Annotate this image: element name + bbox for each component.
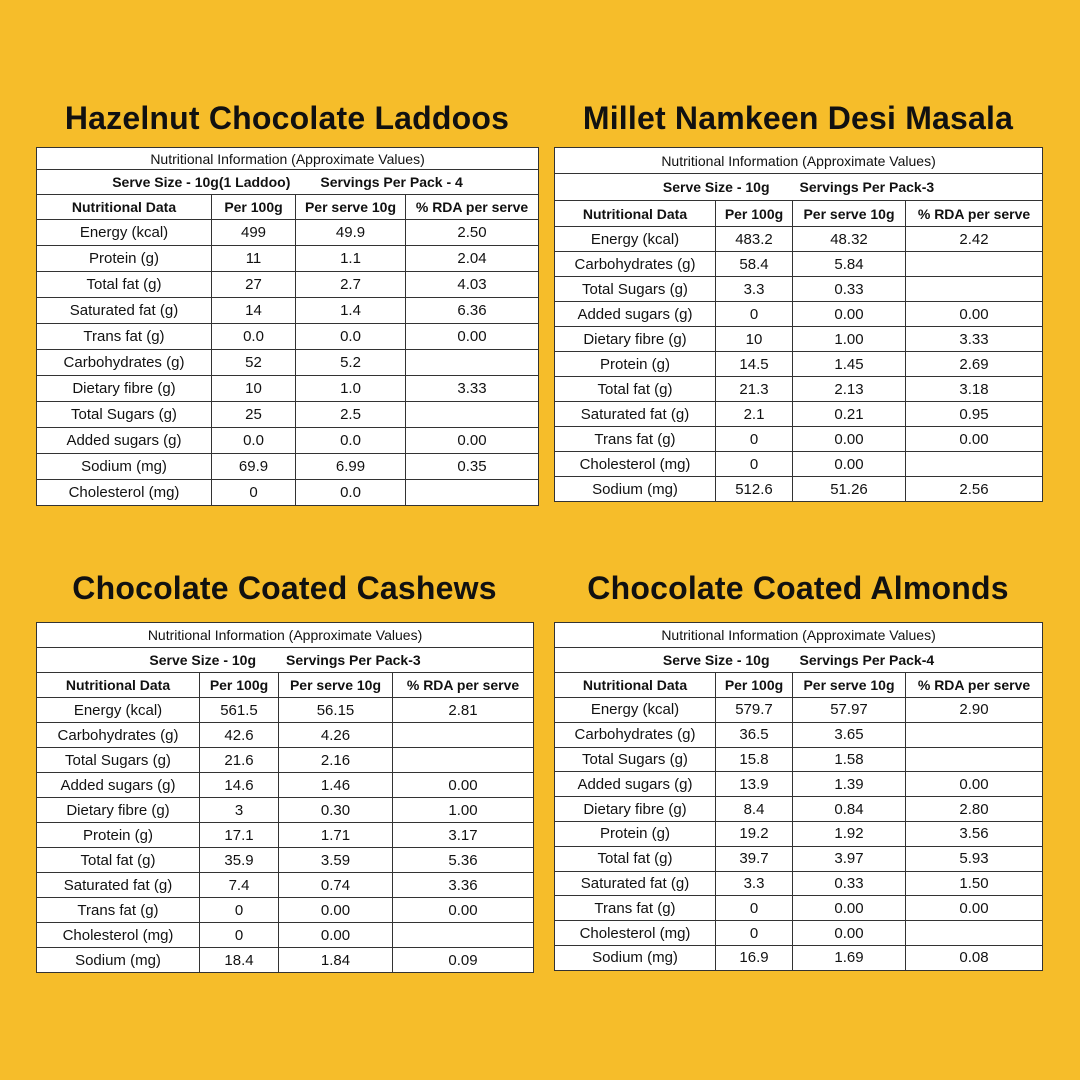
- rda-value: 0.00: [393, 773, 534, 798]
- nutrient-name: Sodium (mg): [555, 945, 716, 970]
- rda-value: 3.18: [906, 377, 1043, 402]
- table-row: [37, 272, 539, 298]
- column-header: Per serve 10g: [279, 673, 393, 698]
- panel-title: Millet Namkeen Desi Masala: [582, 100, 1014, 136]
- table-row: [555, 921, 1043, 946]
- rda-value: 2.50: [406, 220, 539, 246]
- table-row: [555, 302, 1043, 327]
- column-header: Per 100g: [212, 195, 296, 220]
- rda-value: 0.08: [906, 945, 1043, 970]
- serve-info: [555, 174, 1043, 201]
- column-header: % RDA per serve: [393, 673, 534, 698]
- nutrition-table: [36, 622, 534, 973]
- per-serve-value: 0.0: [296, 324, 406, 350]
- table-row: [555, 871, 1043, 896]
- nutrient-name: Carbohydrates (g): [555, 722, 716, 747]
- panel-chocolate-coated-almonds: [554, 566, 1042, 976]
- nutrient-name: Sodium (mg): [555, 477, 716, 502]
- nutrient-name: Energy (kcal): [37, 220, 212, 246]
- table-row: [555, 402, 1043, 427]
- per-serve-value: 2.5: [296, 402, 406, 428]
- per-100g-value: 21.6: [200, 748, 279, 773]
- table-row: [37, 376, 539, 402]
- nutrient-name: Total Sugars (g): [37, 402, 212, 428]
- nutrient-name: Sodium (mg): [37, 454, 212, 480]
- table-row: [37, 480, 539, 506]
- nutrient-name: Sodium (mg): [37, 948, 200, 973]
- per-100g-value: 499: [212, 220, 296, 246]
- table-row: [555, 377, 1043, 402]
- per-serve-value: 1.0: [296, 376, 406, 402]
- serve-size: Serve Size - 10g: [149, 652, 257, 668]
- table-row: [37, 873, 534, 898]
- servings-per-pack: Servings Per Pack-3: [799, 179, 935, 195]
- per-100g-value: 14.5: [716, 352, 793, 377]
- per-100g-value: 2.1: [716, 402, 793, 427]
- nutrient-name: Dietary fibre (g): [555, 797, 716, 822]
- per-serve-value: 0.0: [296, 480, 406, 506]
- nutrition-table: [554, 147, 1043, 502]
- column-header: Nutritional Data: [555, 673, 716, 698]
- serve-size: Serve Size - 10g(1 Laddoo): [112, 174, 291, 190]
- nutrient-name: Protein (g): [555, 821, 716, 846]
- per-100g-value: 8.4: [716, 797, 793, 822]
- per-serve-value: 1.58: [793, 747, 906, 772]
- per-100g-value: 0.0: [212, 324, 296, 350]
- per-serve-value: 0.30: [279, 798, 393, 823]
- per-100g-value: 27: [212, 272, 296, 298]
- nutrient-name: Trans fat (g): [555, 896, 716, 921]
- per-100g-value: 11: [212, 246, 296, 272]
- per-serve-value: 0.00: [793, 302, 906, 327]
- per-serve-value: 6.99: [296, 454, 406, 480]
- rda-value: 3.17: [393, 823, 534, 848]
- table-row: [37, 898, 534, 923]
- nutrient-name: Carbohydrates (g): [37, 723, 200, 748]
- per-serve-value: 2.13: [793, 377, 906, 402]
- rda-value: [406, 402, 539, 428]
- rda-value: [406, 350, 539, 376]
- servings-per-pack: Servings Per Pack - 4: [320, 174, 463, 190]
- serve-row: [37, 648, 534, 673]
- per-serve-value: 2.16: [279, 748, 393, 773]
- per-100g-value: 14.6: [200, 773, 279, 798]
- nutrient-name: Dietary fibre (g): [37, 798, 200, 823]
- rda-value: 0.00: [406, 428, 539, 454]
- serve-info: [37, 170, 539, 195]
- per-100g-value: 13.9: [716, 772, 793, 797]
- column-header: Per serve 10g: [793, 201, 906, 227]
- nutrient-name: Total Sugars (g): [555, 277, 716, 302]
- per-serve-value: 0.00: [793, 427, 906, 452]
- per-serve-value: 0.00: [279, 898, 393, 923]
- rda-value: [906, 921, 1043, 946]
- per-100g-value: 25: [212, 402, 296, 428]
- per-100g-value: 16.9: [716, 945, 793, 970]
- servings-per-pack: Servings Per Pack-3: [286, 652, 421, 668]
- rda-value: [906, 277, 1043, 302]
- per-100g-value: 17.1: [200, 823, 279, 848]
- table-row: [555, 896, 1043, 921]
- per-100g-value: 10: [716, 327, 793, 352]
- per-100g-value: 0: [716, 452, 793, 477]
- per-100g-value: 512.6: [716, 477, 793, 502]
- nutrient-name: Cholesterol (mg): [37, 480, 212, 506]
- panel-hazelnut-chocolate-laddoos: [36, 96, 538, 510]
- panel-chocolate-coated-cashews: [36, 566, 533, 978]
- table-row: [37, 848, 534, 873]
- column-header: Per serve 10g: [793, 673, 906, 698]
- per-serve-value: 1.84: [279, 948, 393, 973]
- column-header: Nutritional Data: [555, 201, 716, 227]
- per-serve-value: 4.26: [279, 723, 393, 748]
- per-serve-value: 1.46: [279, 773, 393, 798]
- rda-value: 0.09: [393, 948, 534, 973]
- per-100g-value: 0: [200, 898, 279, 923]
- nutrient-name: Carbohydrates (g): [37, 350, 212, 376]
- nutrient-name: Total Sugars (g): [37, 748, 200, 773]
- per-serve-value: 1.39: [793, 772, 906, 797]
- rda-value: 0.00: [906, 896, 1043, 921]
- serve-info: [37, 648, 534, 673]
- per-100g-value: 14: [212, 298, 296, 324]
- nutrition-table: [554, 622, 1043, 971]
- nutrient-name: Cholesterol (mg): [37, 923, 200, 948]
- rda-value: 2.80: [906, 797, 1043, 822]
- per-100g-value: 0: [716, 921, 793, 946]
- info-caption: Nutritional Information (Approximate Values): [37, 148, 539, 170]
- per-100g-value: 483.2: [716, 227, 793, 252]
- table-row: [37, 798, 534, 823]
- table-row: [555, 698, 1043, 723]
- per-serve-value: 5.84: [793, 252, 906, 277]
- per-serve-value: 57.97: [793, 698, 906, 723]
- nutrient-name: Total fat (g): [37, 272, 212, 298]
- rda-value: 3.33: [906, 327, 1043, 352]
- nutrient-name: Dietary fibre (g): [555, 327, 716, 352]
- table-row: [37, 723, 534, 748]
- per-serve-value: 49.9: [296, 220, 406, 246]
- per-100g-value: 58.4: [716, 252, 793, 277]
- table-row: [555, 846, 1043, 871]
- table-row: [555, 722, 1043, 747]
- per-serve-value: 1.71: [279, 823, 393, 848]
- per-serve-value: 1.4: [296, 298, 406, 324]
- panel-title: Chocolate Coated Almonds: [587, 570, 1009, 606]
- per-100g-value: 36.5: [716, 722, 793, 747]
- per-serve-value: 0.74: [279, 873, 393, 898]
- serve-size: Serve Size - 10g: [662, 652, 770, 668]
- per-serve-value: 3.97: [793, 846, 906, 871]
- rda-value: 6.36: [406, 298, 539, 324]
- info-caption: Nutritional Information (Approximate Values): [555, 148, 1043, 174]
- nutrient-name: Total fat (g): [37, 848, 200, 873]
- serve-row: [555, 174, 1043, 201]
- per-100g-value: 3.3: [716, 871, 793, 896]
- rda-value: 0.00: [406, 324, 539, 350]
- table-row: [37, 698, 534, 723]
- rda-value: 0.35: [406, 454, 539, 480]
- rda-value: [906, 452, 1043, 477]
- rda-value: 2.90: [906, 698, 1043, 723]
- table-row: [555, 772, 1043, 797]
- column-header: Nutritional Data: [37, 195, 212, 220]
- table-row: [37, 773, 534, 798]
- info-caption: Nutritional Information (Approximate Values): [555, 623, 1043, 648]
- nutrient-name: Carbohydrates (g): [555, 252, 716, 277]
- per-serve-value: 51.26: [793, 477, 906, 502]
- panel-title: Chocolate Coated Cashews: [72, 570, 497, 606]
- info-row: [37, 623, 534, 648]
- per-serve-value: 2.7: [296, 272, 406, 298]
- per-100g-value: 579.7: [716, 698, 793, 723]
- table-row: [37, 923, 534, 948]
- rda-value: 3.36: [393, 873, 534, 898]
- column-header: Per serve 10g: [296, 195, 406, 220]
- per-serve-value: 0.00: [793, 921, 906, 946]
- per-100g-value: 18.4: [200, 948, 279, 973]
- nutrient-name: Trans fat (g): [555, 427, 716, 452]
- serve-row: [37, 170, 539, 195]
- table-row: [555, 252, 1043, 277]
- rda-value: 4.03: [406, 272, 539, 298]
- per-serve-value: 56.15: [279, 698, 393, 723]
- per-serve-value: 1.1: [296, 246, 406, 272]
- per-100g-value: 0.0: [212, 428, 296, 454]
- rda-value: [393, 723, 534, 748]
- per-serve-value: 1.69: [793, 945, 906, 970]
- per-100g-value: 15.8: [716, 747, 793, 772]
- nutrient-name: Saturated fat (g): [555, 402, 716, 427]
- nutrient-name: Dietary fibre (g): [37, 376, 212, 402]
- table-row: [555, 427, 1043, 452]
- per-100g-value: 0: [716, 302, 793, 327]
- table-row: [555, 945, 1043, 970]
- table-row: [555, 797, 1043, 822]
- nutrient-name: Cholesterol (mg): [555, 921, 716, 946]
- rda-value: 5.36: [393, 848, 534, 873]
- per-serve-value: 5.2: [296, 350, 406, 376]
- rda-value: 1.00: [393, 798, 534, 823]
- per-serve-value: 3.59: [279, 848, 393, 873]
- per-100g-value: 19.2: [716, 821, 793, 846]
- per-100g-value: 21.3: [716, 377, 793, 402]
- table-row: [555, 747, 1043, 772]
- per-serve-value: 1.45: [793, 352, 906, 377]
- nutrient-name: Protein (g): [37, 823, 200, 848]
- table-row: [37, 948, 534, 973]
- per-serve-value: 48.32: [793, 227, 906, 252]
- per-100g-value: 10: [212, 376, 296, 402]
- table-row: [37, 823, 534, 848]
- per-100g-value: 52: [212, 350, 296, 376]
- rda-value: [906, 722, 1043, 747]
- info-row: [37, 148, 539, 170]
- nutrient-name: Added sugars (g): [37, 428, 212, 454]
- column-header: % RDA per serve: [906, 201, 1043, 227]
- rda-value: 3.33: [406, 376, 539, 402]
- table-row: [37, 454, 539, 480]
- nutrient-name: Energy (kcal): [555, 227, 716, 252]
- nutrient-name: Total Sugars (g): [555, 747, 716, 772]
- per-100g-value: 69.9: [212, 454, 296, 480]
- info-row: [555, 148, 1043, 174]
- rda-value: 2.04: [406, 246, 539, 272]
- per-serve-value: 0.00: [279, 923, 393, 948]
- nutrition-table: [36, 147, 539, 506]
- rda-value: 0.00: [906, 302, 1043, 327]
- serve-size: Serve Size - 10g: [662, 179, 770, 195]
- per-100g-value: 0: [212, 480, 296, 506]
- per-100g-value: 0: [200, 923, 279, 948]
- rda-value: 0.00: [906, 772, 1043, 797]
- per-serve-value: 3.65: [793, 722, 906, 747]
- per-serve-value: 0.00: [793, 896, 906, 921]
- table-row: [37, 220, 539, 246]
- rda-value: [406, 480, 539, 506]
- nutrient-name: Added sugars (g): [555, 772, 716, 797]
- header-row: [37, 673, 534, 698]
- nutrient-name: Protein (g): [37, 246, 212, 272]
- nutrient-name: Total fat (g): [555, 377, 716, 402]
- nutrient-name: Cholesterol (mg): [555, 452, 716, 477]
- table-row: [37, 324, 539, 350]
- header-row: [555, 201, 1043, 227]
- per-serve-value: 0.0: [296, 428, 406, 454]
- rda-value: [393, 923, 534, 948]
- nutrient-name: Saturated fat (g): [555, 871, 716, 896]
- rda-value: 0.00: [906, 427, 1043, 452]
- rda-value: [393, 748, 534, 773]
- table-row: [555, 227, 1043, 252]
- table-row: [37, 350, 539, 376]
- panel-title: Hazelnut Chocolate Laddoos: [64, 100, 510, 136]
- rda-value: 2.81: [393, 698, 534, 723]
- rda-value: 2.56: [906, 477, 1043, 502]
- per-serve-value: 1.92: [793, 821, 906, 846]
- per-100g-value: 561.5: [200, 698, 279, 723]
- table-row: [555, 352, 1043, 377]
- nutrient-name: Saturated fat (g): [37, 873, 200, 898]
- per-100g-value: 42.6: [200, 723, 279, 748]
- serve-row: [555, 648, 1043, 673]
- rda-value: 2.69: [906, 352, 1043, 377]
- header-row: [555, 673, 1043, 698]
- per-100g-value: 3: [200, 798, 279, 823]
- serve-info: [555, 648, 1043, 673]
- nutrient-name: Trans fat (g): [37, 898, 200, 923]
- table-row: [37, 402, 539, 428]
- rda-value: 0.95: [906, 402, 1043, 427]
- header-row: [37, 195, 539, 220]
- rda-value: 5.93: [906, 846, 1043, 871]
- column-header: Per 100g: [200, 673, 279, 698]
- per-serve-value: 0.33: [793, 277, 906, 302]
- table-row: [37, 298, 539, 324]
- column-header: Per 100g: [716, 673, 793, 698]
- rda-value: [906, 747, 1043, 772]
- table-row: [37, 246, 539, 272]
- per-serve-value: 1.00: [793, 327, 906, 352]
- per-100g-value: 3.3: [716, 277, 793, 302]
- per-100g-value: 7.4: [200, 873, 279, 898]
- servings-per-pack: Servings Per Pack-4: [799, 652, 935, 668]
- per-serve-value: 0.33: [793, 871, 906, 896]
- table-row: [555, 477, 1043, 502]
- nutrient-name: Added sugars (g): [555, 302, 716, 327]
- table-row: [555, 821, 1043, 846]
- column-header: % RDA per serve: [906, 673, 1043, 698]
- column-header: % RDA per serve: [406, 195, 539, 220]
- per-100g-value: 39.7: [716, 846, 793, 871]
- column-header: Per 100g: [716, 201, 793, 227]
- column-header: Nutritional Data: [37, 673, 200, 698]
- nutrient-name: Trans fat (g): [37, 324, 212, 350]
- table-row: [37, 428, 539, 454]
- nutrient-name: Protein (g): [555, 352, 716, 377]
- table-row: [555, 452, 1043, 477]
- per-100g-value: 0: [716, 896, 793, 921]
- rda-value: 2.42: [906, 227, 1043, 252]
- nutrient-name: Energy (kcal): [37, 698, 200, 723]
- nutrient-name: Total fat (g): [555, 846, 716, 871]
- info-row: [555, 623, 1043, 648]
- rda-value: 0.00: [393, 898, 534, 923]
- table-row: [555, 277, 1043, 302]
- nutrient-name: Energy (kcal): [555, 698, 716, 723]
- rda-value: [906, 252, 1043, 277]
- info-caption: Nutritional Information (Approximate Values): [37, 623, 534, 648]
- per-serve-value: 0.00: [793, 452, 906, 477]
- panel-millet-namkeen-desi-masala: [554, 96, 1042, 516]
- nutrient-name: Added sugars (g): [37, 773, 200, 798]
- per-serve-value: 0.21: [793, 402, 906, 427]
- per-100g-value: 35.9: [200, 848, 279, 873]
- rda-value: 3.56: [906, 821, 1043, 846]
- table-row: [555, 327, 1043, 352]
- nutrient-name: Saturated fat (g): [37, 298, 212, 324]
- per-serve-value: 0.84: [793, 797, 906, 822]
- rda-value: 1.50: [906, 871, 1043, 896]
- table-row: [37, 748, 534, 773]
- per-100g-value: 0: [716, 427, 793, 452]
